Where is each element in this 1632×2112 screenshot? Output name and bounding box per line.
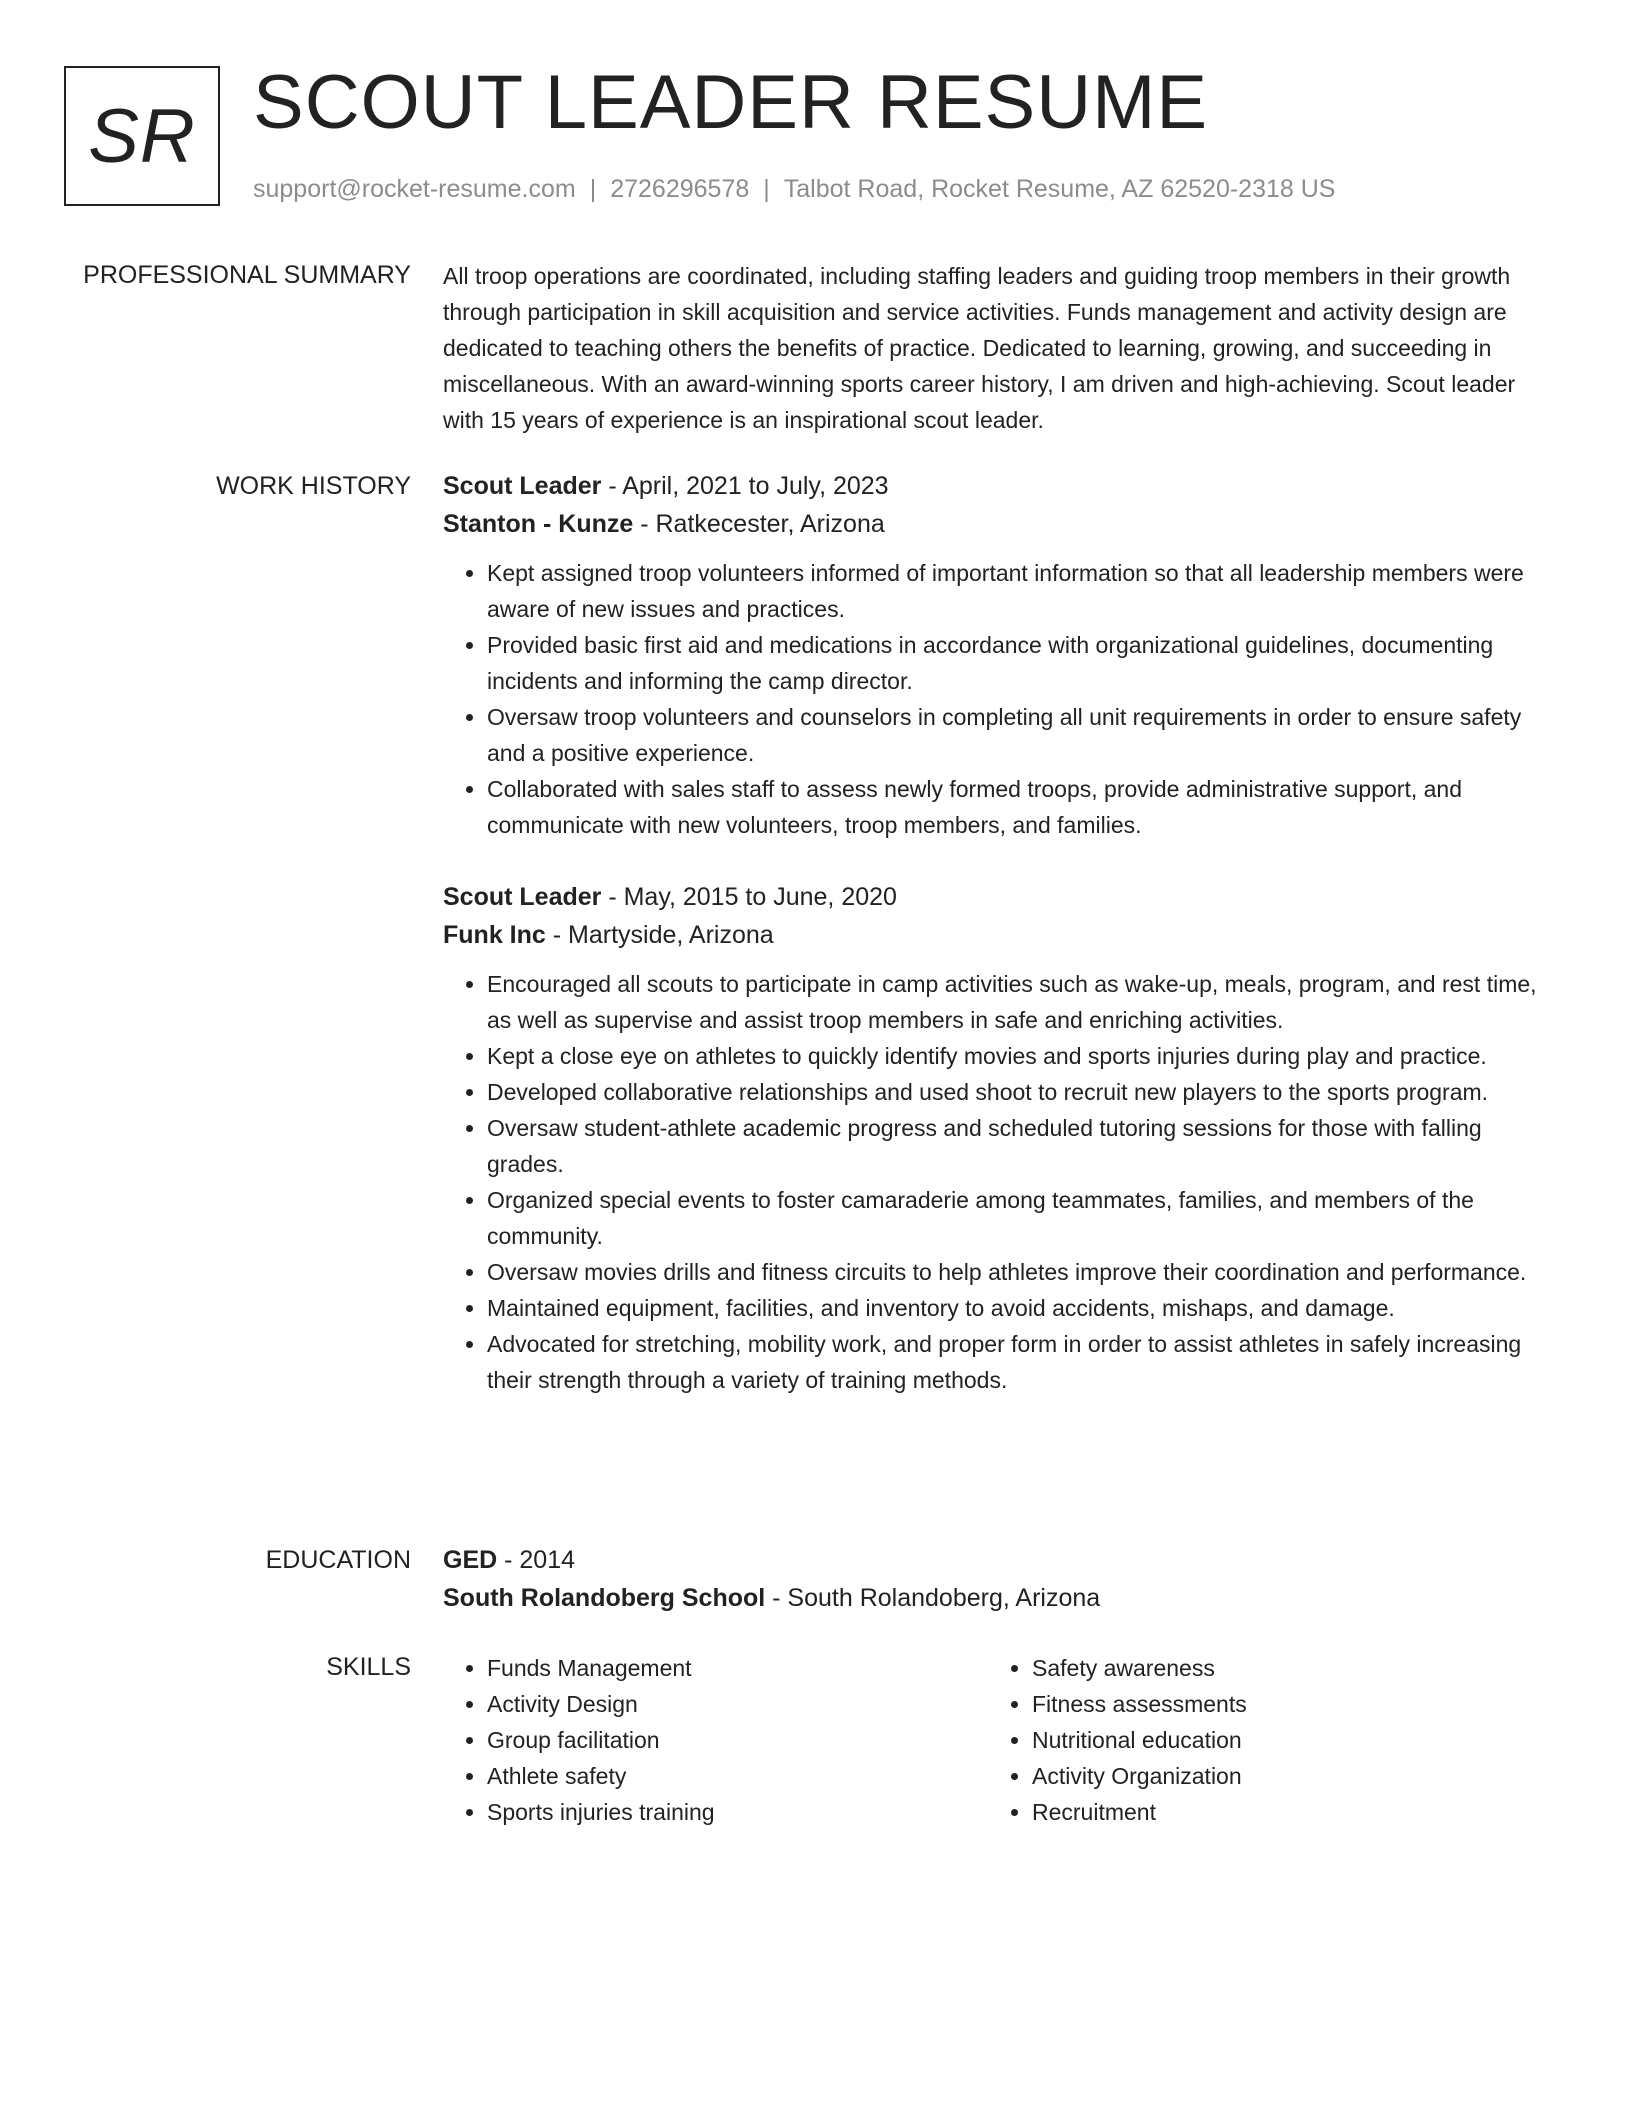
job-bullet: • Organized special events to foster camaraderie among teammates, families, and members of the community.: [487, 1182, 1558, 1254]
section-label-work-history: WORK HISTORY: [216, 472, 411, 500]
job-bullet: • Oversaw movies drills and fitness circuits to help athletes improve their coordination and performance.: [487, 1254, 1558, 1290]
education-degree-line: [443, 1541, 1558, 1579]
job-bullet: • Collaborated with sales staff to assess newly formed troops, provide administrative support, and communicate with new volunteers, troop members, and families.: [487, 771, 1558, 843]
skills-grid: [443, 1650, 1558, 1830]
job-title: Scout Leader: [443, 883, 602, 911]
job-company: Stanton - Kunze: [443, 510, 634, 538]
skill-item: • Recruitment: [1032, 1794, 1533, 1830]
skill-item: • Activity Design: [487, 1686, 988, 1722]
skill-item: • Activity Organization: [1032, 1758, 1533, 1794]
contact-line: [253, 172, 1335, 206]
job-bullets: [443, 966, 1558, 1398]
job-bullet: • Kept a close eye on athletes to quickly identify movies and sports injuries during play and practice.: [487, 1038, 1558, 1074]
section-label-education: EDUCATION: [265, 1546, 411, 1574]
skill-item: • Group facilitation: [487, 1722, 988, 1758]
job-bullet: • Provided basic first aid and medications in accordance with organizational guidelines, documenting incidents and informing the camp director.: [487, 627, 1558, 699]
skill-item: • Athlete safety: [487, 1758, 988, 1794]
job-location: - Martyside, Arizona: [545, 921, 774, 949]
education-school: South Rolandoberg School: [443, 1584, 766, 1612]
page-title: SCOUT LEADER RESUME: [253, 60, 1209, 145]
job-title-line: [443, 878, 1558, 916]
skills-column-left: [443, 1650, 988, 1830]
job-bullet: • Advocated for stretching, mobility work, and proper form in order to assist athletes in safely increasing their strength through a variety of training methods.: [487, 1326, 1558, 1398]
job-bullet: • Developed collaborative relationships and used shoot to recruit new players to the sports program.: [487, 1074, 1558, 1110]
job-bullets: [443, 555, 1558, 843]
skills-list: [988, 1650, 1533, 1830]
skills-list: [443, 1650, 988, 1830]
contact-address: Talbot Road, Rocket Resume, AZ 62520-2318 US: [783, 175, 1336, 203]
contact-separator: |: [589, 175, 597, 203]
skill-item: • Safety awareness: [1032, 1650, 1533, 1686]
job-title-line: [443, 467, 1558, 505]
job-bullet: • Maintained equipment, facilities, and inventory to avoid accidents, mishaps, and damage.: [487, 1290, 1558, 1326]
job-entry: [443, 467, 1558, 843]
education-location: - South Rolandoberg, Arizona: [765, 1584, 1101, 1612]
skill-item: • Funds Management: [487, 1650, 988, 1686]
section-label-skills: SKILLS: [326, 1653, 411, 1681]
job-company-line: [443, 505, 1558, 543]
skills-section: [443, 1650, 1558, 1830]
job-bullet: • Kept assigned troop volunteers informed of important information so that all leadership members were aware of new issues and practices.: [487, 555, 1558, 627]
education-degree: GED: [443, 1546, 498, 1574]
contact-email[interactable]: support@rocket-resume.com: [253, 175, 576, 203]
job-entry: [443, 878, 1558, 1398]
education-year: - 2014: [497, 1546, 576, 1574]
education-school-line: [443, 1579, 1558, 1617]
monogram-logo: [64, 66, 220, 206]
summary-section: [443, 258, 1558, 438]
skill-item: • Sports injuries training: [487, 1794, 988, 1830]
job-bullet: • Oversaw troop volunteers and counselors in completing all unit requirements in order to ensure safety and a positive experience.: [487, 699, 1558, 771]
job-bullet: • Encouraged all scouts to participate in camp activities such as wake-up, meals, program, and rest time, as well as supervise and assist troop members in safe and enriching activities.: [487, 966, 1558, 1038]
section-label-summary: PROFESSIONAL SUMMARY: [83, 261, 411, 289]
summary-text: All troop operations are coordinated, including staffing leaders and guiding troop members in their growth through participation in skill acquisition and service activities. Funds management and activity design are dedicated to teaching others the benefits of practice. Dedicated to learning, growing, and succeeding in miscellaneous. With an award-winning sports career history, I am driven and high-achieving. Scout leader with 15 years of experience is an inspirational scout leader.: [443, 263, 1516, 433]
job-dates: - May, 2015 to June, 2020: [601, 883, 897, 911]
skills-column-right: [988, 1650, 1533, 1830]
education-entry: [443, 1541, 1558, 1617]
contact-separator: |: [763, 175, 770, 203]
skill-item: • Nutritional education: [1032, 1722, 1533, 1758]
job-company-line: [443, 916, 1558, 954]
job-bullet: • Oversaw student-athlete academic progress and scheduled tutoring sessions for those with falling grades.: [487, 1110, 1558, 1182]
job-location: - Ratkecester, Arizona: [633, 510, 885, 538]
skill-item: • Fitness assessments: [1032, 1686, 1533, 1722]
job-dates: - April, 2021 to July, 2023: [601, 472, 889, 500]
contact-phone[interactable]: 2726296578: [610, 175, 750, 203]
job-company: Funk Inc: [443, 921, 546, 949]
monogram-text: SR: [88, 93, 196, 179]
job-title: Scout Leader: [443, 472, 602, 500]
